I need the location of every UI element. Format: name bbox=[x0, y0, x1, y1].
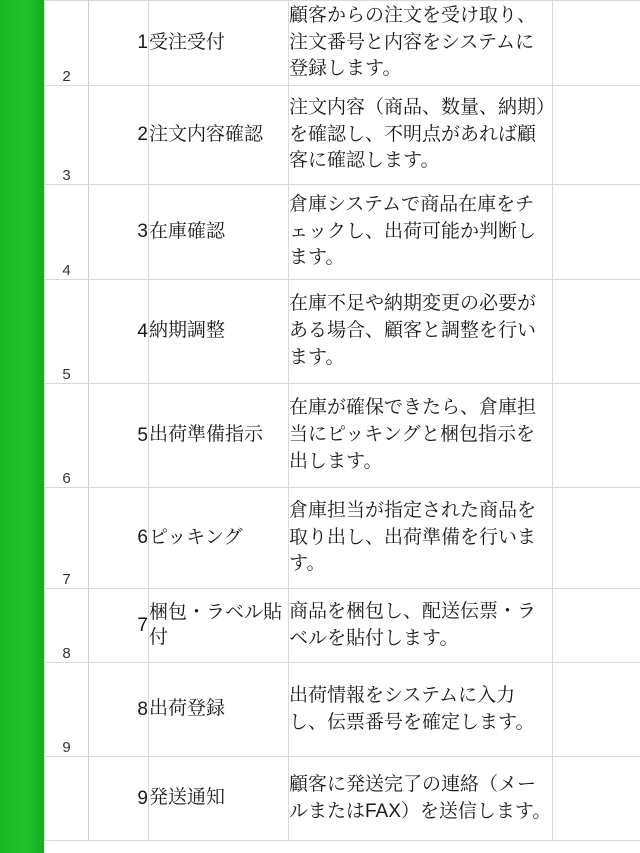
cell-step-name[interactable]: 在庫確認 bbox=[149, 185, 289, 280]
cell-extra[interactable] bbox=[553, 280, 640, 384]
cell-step-no[interactable]: 9 bbox=[89, 757, 149, 841]
cell-step-name[interactable]: 発送通知 bbox=[149, 757, 289, 841]
cell-description[interactable]: 顧客からの注文を受け取り、注文番号と内容をシステムに登録します。 bbox=[289, 1, 553, 86]
table-row[interactable] bbox=[45, 663, 640, 757]
row-header[interactable]: 6 bbox=[45, 384, 89, 488]
table-row[interactable] bbox=[45, 1, 640, 86]
cell-extra[interactable] bbox=[553, 185, 640, 280]
table-row[interactable] bbox=[45, 488, 640, 589]
cell-extra[interactable] bbox=[553, 757, 640, 841]
cell-step-no[interactable]: 1 bbox=[89, 1, 149, 86]
left-app-bar bbox=[0, 0, 44, 853]
cell-step-no[interactable]: 4 bbox=[89, 280, 149, 384]
cell-extra[interactable] bbox=[553, 663, 640, 757]
cell-step-name[interactable]: 納期調整 bbox=[149, 280, 289, 384]
cell-step-name[interactable]: ピッキング bbox=[149, 488, 289, 589]
row-header[interactable]: 5 bbox=[45, 280, 89, 384]
row-header[interactable]: 9 bbox=[45, 663, 89, 757]
cell-description[interactable]: 倉庫システムで商品在庫をチェックし、出荷可能か判断します。 bbox=[289, 185, 553, 280]
cell-step-no[interactable]: 3 bbox=[89, 185, 149, 280]
cell-step-no[interactable]: 8 bbox=[89, 663, 149, 757]
data-table[interactable] bbox=[44, 0, 640, 841]
cell-step-name[interactable]: 梱包・ラベル貼付 bbox=[149, 589, 289, 663]
cell-description[interactable]: 注文内容（商品、数量、納期）を確認し、不明点があれば顧客に確認します。 bbox=[289, 86, 553, 185]
cell-description[interactable]: 出荷情報をシステムに入力し、伝票番号を確定します。 bbox=[289, 663, 553, 757]
table-row[interactable] bbox=[45, 185, 640, 280]
cell-step-no[interactable]: 7 bbox=[89, 589, 149, 663]
table-row[interactable] bbox=[45, 384, 640, 488]
cell-step-no[interactable]: 5 bbox=[89, 384, 149, 488]
row-header[interactable]: 7 bbox=[45, 488, 89, 589]
row-header[interactable]: 4 bbox=[45, 185, 89, 280]
table-body bbox=[45, 1, 640, 841]
table-row[interactable] bbox=[45, 86, 640, 185]
cell-step-name[interactable]: 注文内容確認 bbox=[149, 86, 289, 185]
cell-description[interactable]: 在庫不足や納期変更の必要がある場合、顧客と調整を行います。 bbox=[289, 280, 553, 384]
cell-description[interactable]: 在庫が確保できたら、倉庫担当にピッキングと梱包指示を出します。 bbox=[289, 384, 553, 488]
cell-description[interactable]: 顧客に発送完了の連絡（メールまたはFAX）を送信します。 bbox=[289, 757, 553, 841]
table-row[interactable] bbox=[45, 589, 640, 663]
row-header[interactable] bbox=[45, 757, 89, 841]
row-header[interactable]: 3 bbox=[45, 86, 89, 185]
cell-description[interactable]: 商品を梱包し、配送伝票・ラベルを貼付します。 bbox=[289, 589, 553, 663]
cell-step-name[interactable]: 出荷準備指示 bbox=[149, 384, 289, 488]
cell-description[interactable]: 倉庫担当が指定された商品を取り出し、出荷準備を行います。 bbox=[289, 488, 553, 589]
cell-extra[interactable] bbox=[553, 1, 640, 86]
spreadsheet-grid-area[interactable] bbox=[44, 0, 640, 853]
cell-extra[interactable] bbox=[553, 488, 640, 589]
cell-extra[interactable] bbox=[553, 589, 640, 663]
row-header[interactable]: 8 bbox=[45, 589, 89, 663]
left-app-bar-fill bbox=[0, 0, 44, 853]
cell-extra[interactable] bbox=[553, 384, 640, 488]
table-row[interactable] bbox=[45, 757, 640, 841]
cell-extra[interactable] bbox=[553, 86, 640, 185]
row-header[interactable]: 2 bbox=[45, 1, 89, 86]
cell-step-name[interactable]: 出荷登録 bbox=[149, 663, 289, 757]
cell-step-no[interactable]: 2 bbox=[89, 86, 149, 185]
cell-step-no[interactable]: 6 bbox=[89, 488, 149, 589]
table-row[interactable] bbox=[45, 280, 640, 384]
cell-step-name[interactable]: 受注受付 bbox=[149, 1, 289, 86]
